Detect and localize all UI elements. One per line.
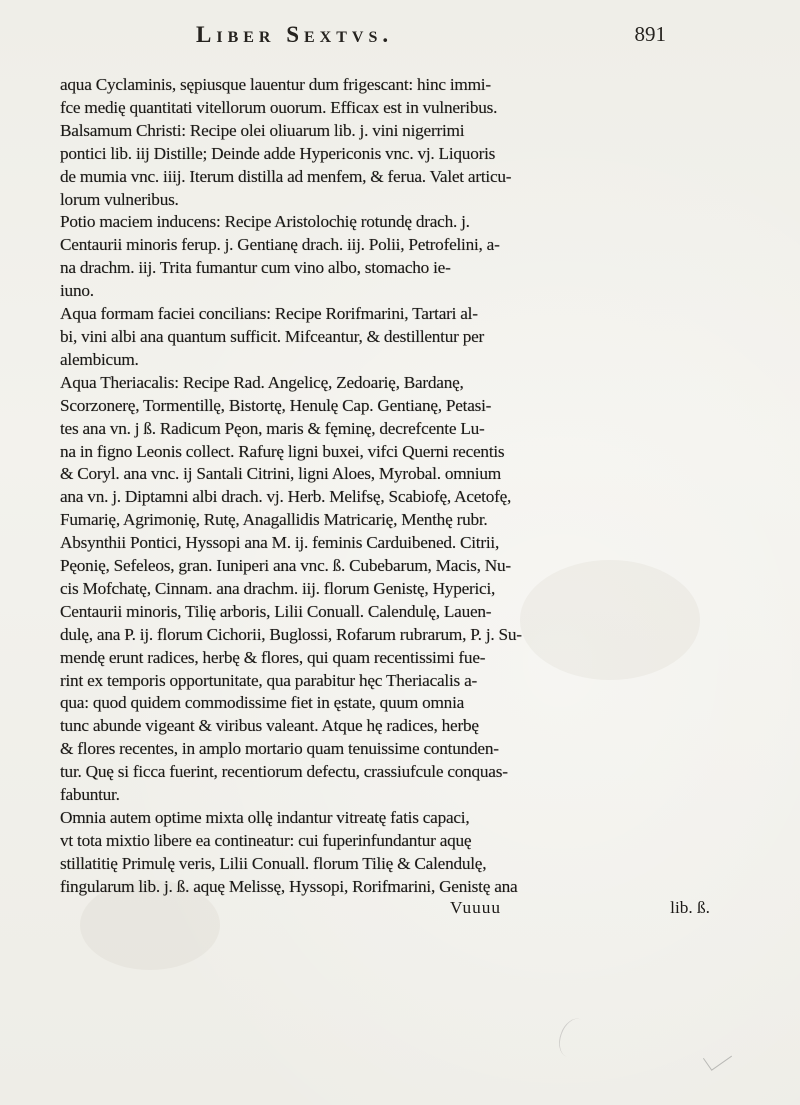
text-line: & flores recentes, in amplo mortario quam tenuissime contunden- bbox=[60, 739, 499, 759]
catchword: Vuuuu bbox=[450, 897, 502, 917]
text-line: Absynthii Pontici, Hyssopi ana M. ij. feminis Carduibened. Citrii, bbox=[60, 533, 500, 553]
text-line: ana vn. j. Diptamni albi drach. vj. Herb. Melifsę, Scabiofę, Acetofę, bbox=[60, 487, 512, 507]
text-line: mendę erunt radices, herbę & flores, qui quam recentissimi fue- bbox=[60, 647, 486, 667]
text-line: Centaurii minoris, Tilię arboris, Lilii Conuall. Calendulę, Lauen- bbox=[60, 601, 492, 621]
text-line: iuno. bbox=[60, 281, 94, 301]
signature-mark: lib. ß. bbox=[670, 897, 710, 917]
text-line: fabuntur. bbox=[60, 785, 120, 805]
text-line: fce medię quantitati vitellorum ouorum. Efficax est in vulneribus. bbox=[60, 97, 498, 117]
text-line: alembicum. bbox=[60, 349, 139, 369]
text-line: tunc abunde vigeant & viribus valeant. Atque hę radices, herbę bbox=[60, 716, 479, 736]
text-line: tes ana vn. j ß. Radicum Pęon, maris & fęminę, decrefcente Lu- bbox=[60, 418, 485, 438]
pencil-mark bbox=[703, 1044, 732, 1071]
text-line: na drachm. iij. Trita fumantur cum vino albo, stomacho ie- bbox=[60, 258, 451, 278]
text-line: Fumarię, Agrimonię, Rutę, Anagallidis Matricarię, Menthę rubr. bbox=[60, 510, 488, 530]
body-text bbox=[60, 74, 710, 919]
text-line: na in figno Leonis collect. Rafurę ligni buxei, vifci Querni recentis bbox=[60, 441, 505, 461]
text-line: Aqua formam faciei concilians: Recipe Rorifmarini, Tartari al- bbox=[60, 304, 478, 324]
text-line: dulę, ana P. ij. florum Cichorii, Buglossi, Rofarum rubrarum, P. j. Su- bbox=[60, 624, 522, 644]
text-line: Pęonię, Sefeleos, gran. Iuniperi ana vnc. ß. Cubebarum, Macis, Nu- bbox=[60, 556, 511, 576]
text-line: Omnia autem optime mixta ollę indantur vitreatę fatis capaci, bbox=[60, 808, 470, 827]
page-header bbox=[196, 22, 666, 56]
page-number: 891 bbox=[634, 22, 666, 46]
text-line: fingularum lib. j. ß. aquę Melissę, Hyssopi, Rorifmarini, Genistę ana bbox=[60, 876, 518, 896]
text-line: stillatitię Primulę veris, Lilii Conuall. florum Tilię & Calendulę, bbox=[60, 853, 487, 873]
text-line: Potio maciem inducens: Recipe Aristolochię rotundę drach. j. bbox=[60, 212, 470, 232]
text-line: aqua Cyclaminis, sępiusque lauentur dum frigescant: hinc immi- bbox=[60, 75, 491, 94]
text-line: vt tota mixtio libere ea contineatur: cui fuperinfundantur aquę bbox=[60, 830, 472, 850]
text-line: rint ex temporis opportunitate, qua parabitur hęc Theriacalis a- bbox=[60, 670, 477, 690]
text-line: Scorzonerę, Tormentillę, Bistortę, Henulę Cap. Gentianę, Petasi- bbox=[60, 395, 492, 415]
text-line: cis Mofchatę, Cinnam. ana drachm. iij. florum Genistę, Hyperici, bbox=[60, 578, 496, 598]
text-line: bi, vini albi ana quantum sufficit. Mifceantur, & destillentur per bbox=[60, 326, 485, 346]
text-line: Balsamum Christi: Recipe olei oliuarum lib. j. vini nigerrimi bbox=[60, 120, 465, 140]
text-line: qua: quod quidem commodissime fiet in ęstate, quum omnia bbox=[60, 693, 465, 713]
text-line: pontici lib. iij Distille; Deinde adde Hypericonis vnc. vj. Liquoris bbox=[60, 143, 496, 163]
text-line: Aqua Theriacalis: Recipe Rad. Angelicę, Zedoarię, Bardanę, bbox=[60, 372, 464, 392]
running-title: Liber Sextvs. bbox=[196, 22, 394, 47]
text-line: Centaurii minoris ferup. j. Gentianę drach. iij. Polii, Petrofelini, a- bbox=[60, 235, 500, 255]
page-footer bbox=[60, 897, 710, 919]
text-line: & Coryl. ana vnc. ij Santali Citrini, ligni Aloes, Myrobal. omnium bbox=[60, 464, 501, 484]
text-line: de mumia vnc. iiij. Iterum distilla ad menfem, & ferua. Valet articu- bbox=[60, 166, 512, 186]
text-line: lorum vulneribus. bbox=[60, 189, 179, 209]
text-line: tur. Quę si ficca fuerint, recentiorum defectu, crassiufcule conquas- bbox=[60, 762, 508, 782]
pencil-mark bbox=[554, 1015, 593, 1062]
